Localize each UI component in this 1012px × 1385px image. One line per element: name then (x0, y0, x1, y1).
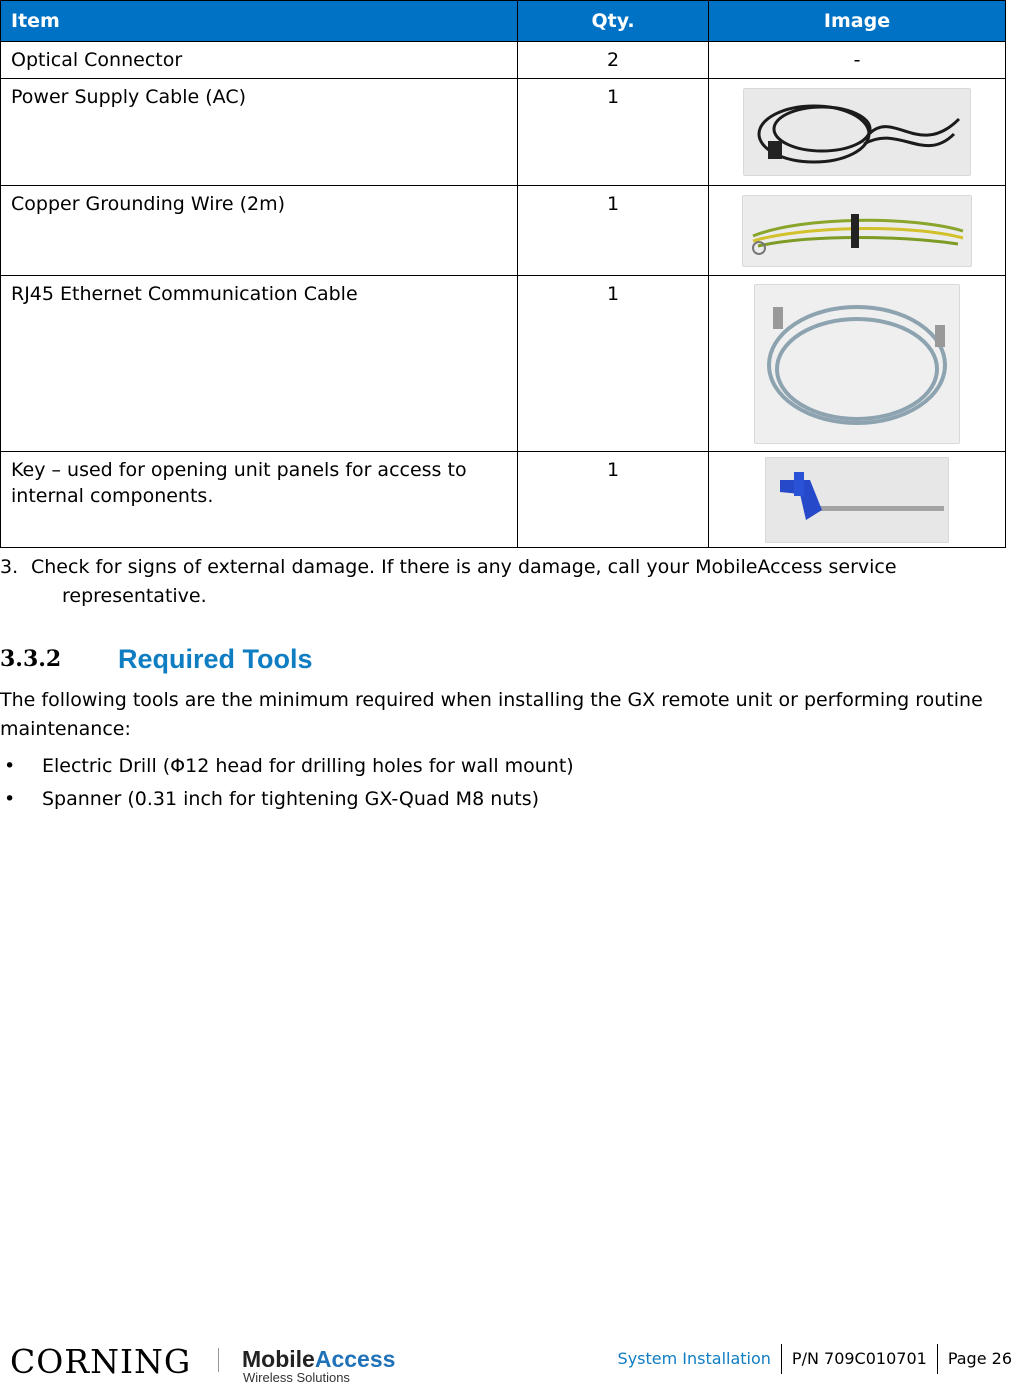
header-item: Item (1, 1, 518, 42)
ethernet-cable-photo-icon (754, 284, 960, 444)
table-row (1, 186, 1006, 276)
section-title: Required Tools (118, 644, 313, 674)
damage-check-note (0, 553, 1005, 611)
footer-page-number: Page 26 (947, 1349, 1012, 1368)
tool-text: Electric Drill (Φ12 head for drilling holes for wall mount) (42, 755, 574, 777)
footer-section-name: System Installation (617, 1349, 771, 1368)
note-text: Check for signs of external damage. If there is any damage, call your MobileAccess service representative. (31, 556, 897, 607)
bullet-icon: • (4, 788, 16, 810)
list-item (0, 783, 574, 816)
power-cable-photo-icon (743, 88, 971, 176)
table-row (1, 276, 1006, 452)
tools-list (0, 750, 574, 816)
header-image: Image (709, 1, 1006, 42)
package-contents-table (0, 0, 1006, 548)
table-row (1, 79, 1006, 186)
t-handle-key-photo-icon (765, 457, 949, 543)
logo-divider (218, 1348, 219, 1372)
grounding-wire-photo-icon (742, 195, 972, 267)
item-qty: 1 (518, 276, 709, 452)
section-number: 3.3.2 (0, 646, 62, 672)
note-number: 3. (0, 556, 19, 578)
page-footer (0, 1330, 1012, 1383)
table-header-row (1, 1, 1006, 42)
item-name: Power Supply Cable (AC) (1, 79, 518, 186)
tool-text: Spanner (0.31 inch for tightening GX-Quad M8 nuts) (42, 788, 540, 810)
table-row (1, 452, 1006, 548)
item-name: Copper Grounding Wire (2m) (1, 186, 518, 276)
item-name: Optical Connector (1, 42, 518, 79)
item-image-none: - (709, 42, 1006, 79)
footer-part-number: P/N 709C010701 (791, 1349, 927, 1368)
item-name: Key – used for opening unit panels for access to internal components. (1, 452, 518, 548)
header-qty: Qty. (518, 1, 709, 42)
tools-intro: The following tools are the minimum required when installing the GX remote unit or performing routine maintenance: (0, 689, 983, 740)
mobileaccess-logo: MobileAccess (242, 1346, 396, 1372)
footer-info (618, 1344, 1012, 1374)
item-name: RJ45 Ethernet Communication Cable (1, 276, 518, 452)
item-qty: 1 (518, 452, 709, 548)
list-item (0, 750, 574, 783)
item-qty: 1 (518, 79, 709, 186)
item-qty: 2 (518, 42, 709, 79)
table-row (1, 42, 1006, 79)
logo-tagline: Wireless Solutions (243, 1370, 350, 1385)
bullet-icon: • (4, 755, 16, 777)
item-qty: 1 (518, 186, 709, 276)
corning-logo: CORNING (10, 1342, 192, 1381)
